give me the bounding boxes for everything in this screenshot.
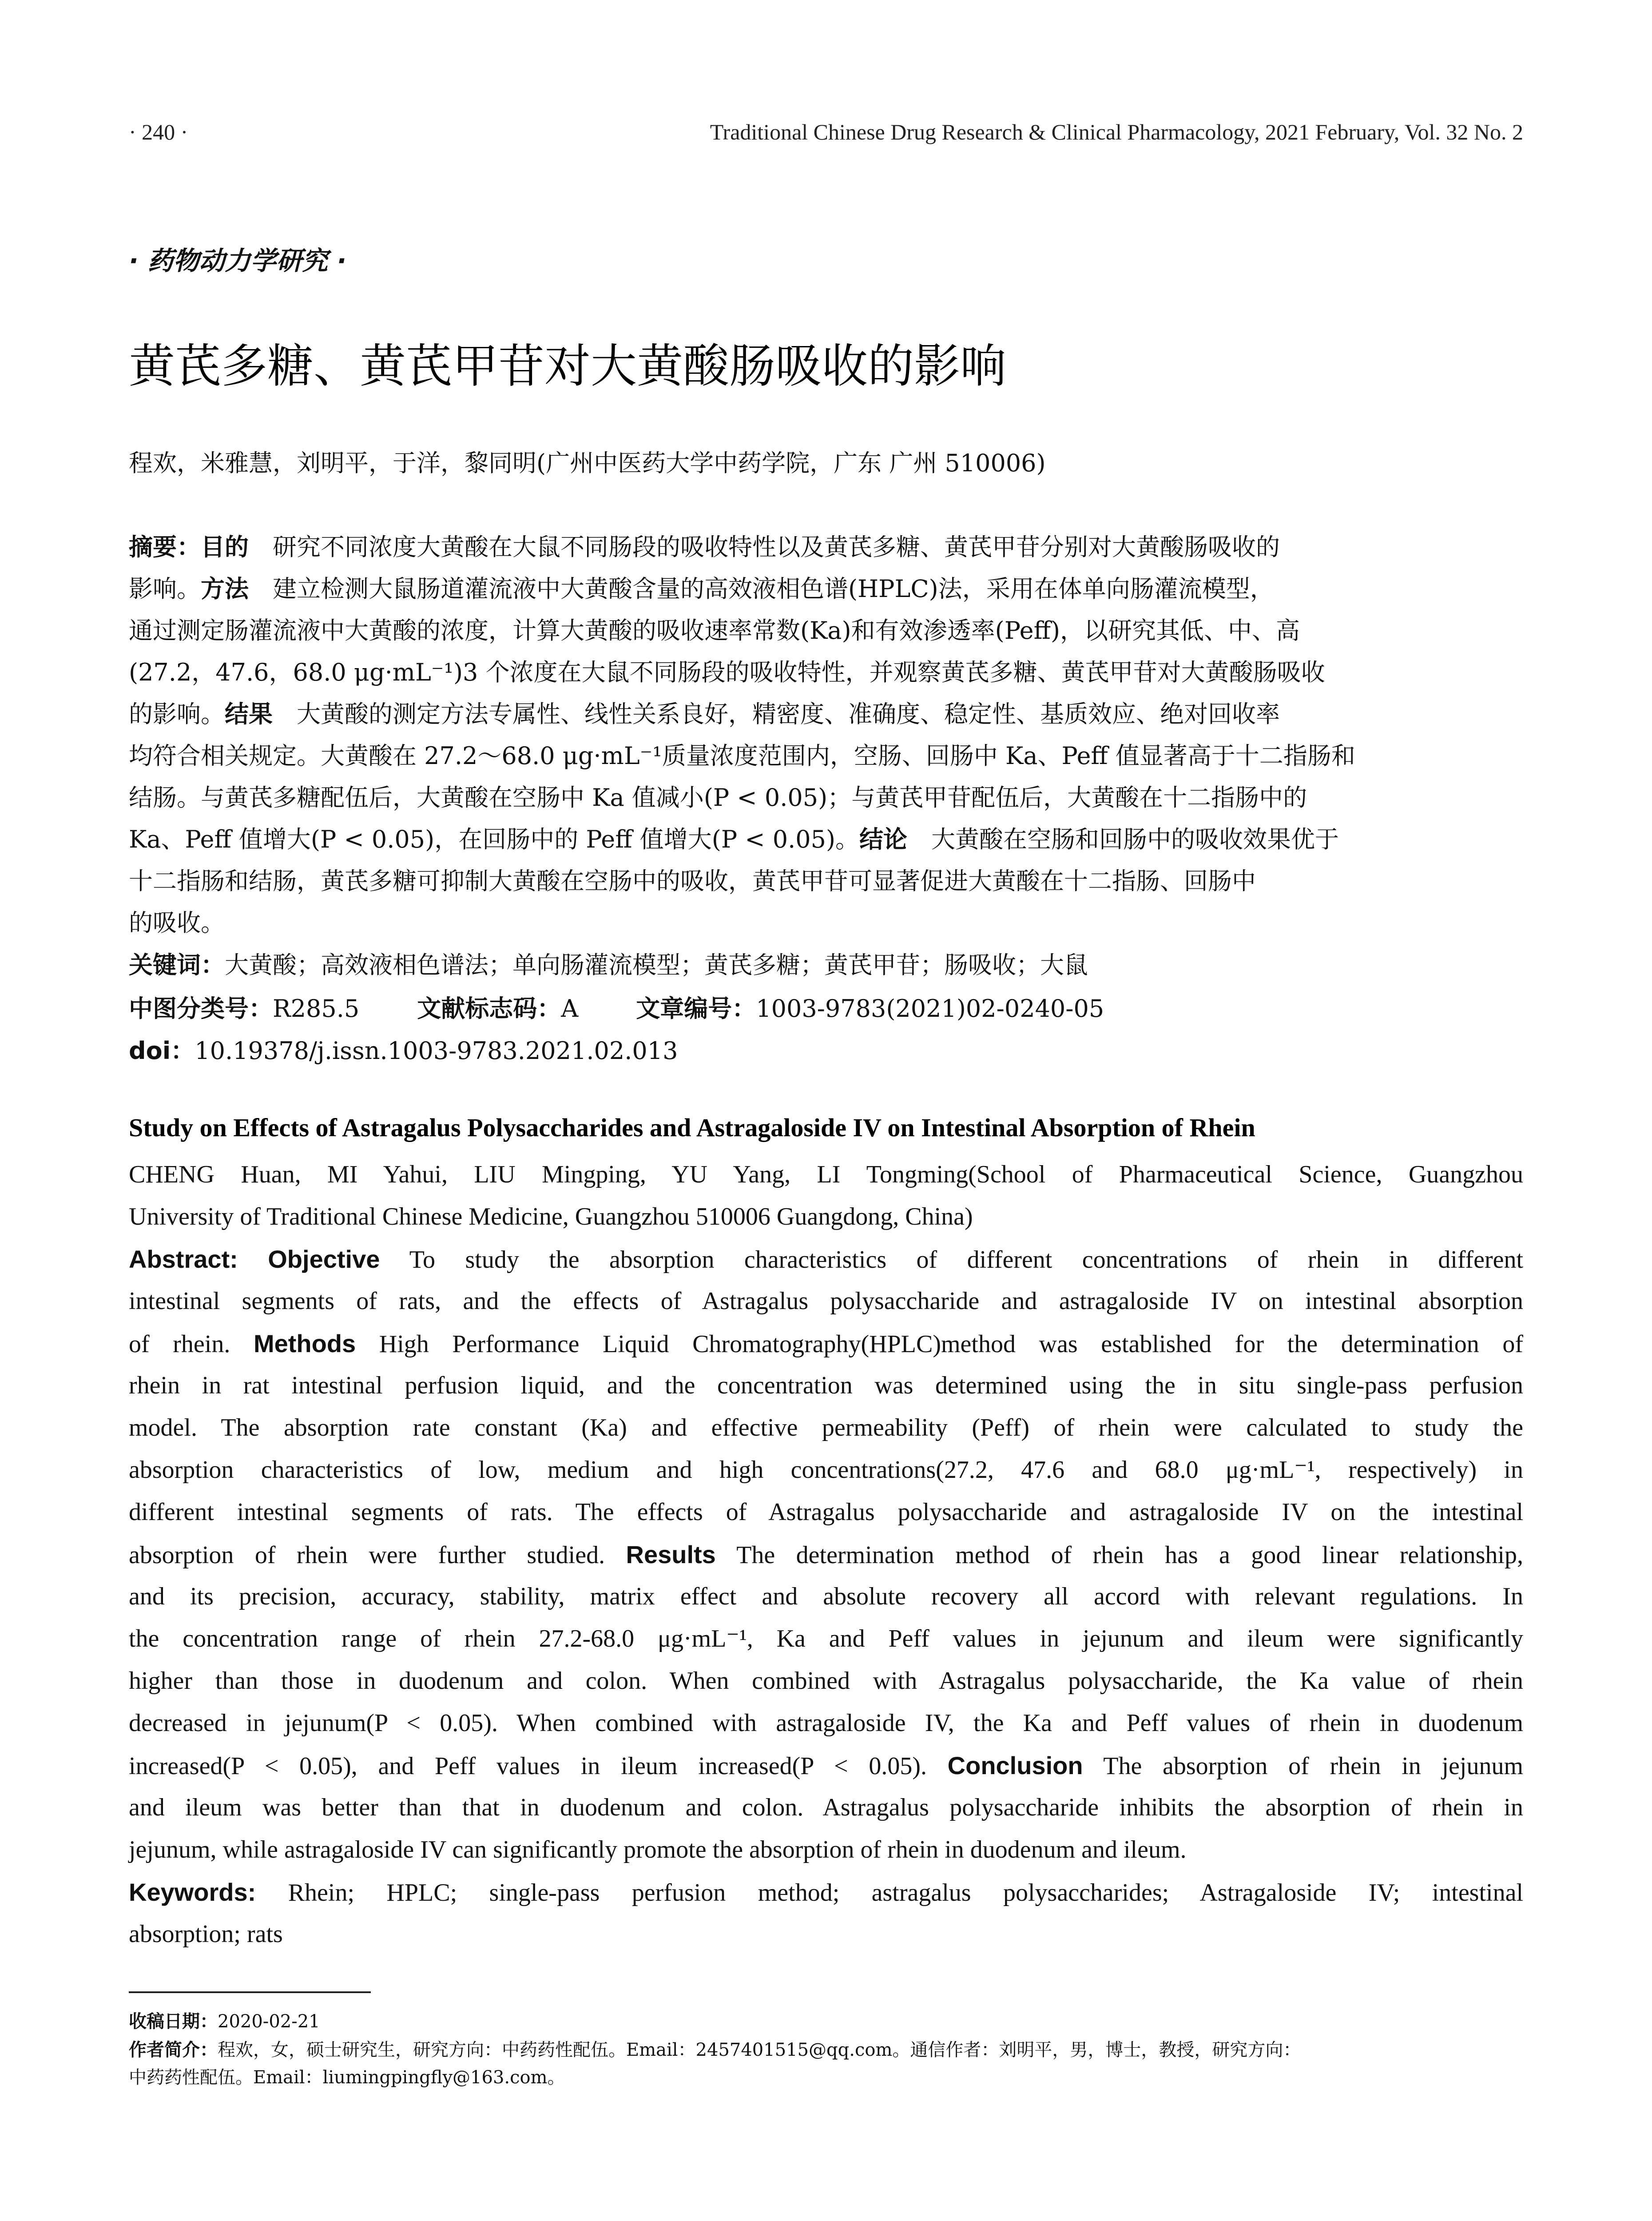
abstract-en-text: The determination method of rhein has a good linear relationship, — [715, 1541, 1523, 1569]
doc-code-value: A — [561, 995, 579, 1023]
abstract-en-line — [129, 1787, 1523, 1829]
abstract-en-text: the concentration range of rhein 27.2-68.0 μg·mL⁻¹, Ka and Peff values in jejunum and ileum were significantly — [129, 1625, 1523, 1652]
doc-code-label: 文献标志码： — [417, 995, 561, 1023]
abstract-en-text: model. The absorption rate constant (Ka) and effective permeability (Peff) of rhein were calculated to study the — [129, 1414, 1523, 1441]
abstract-cn-line — [129, 819, 1523, 860]
abstract-en-line — [129, 1576, 1523, 1618]
classification-line — [129, 990, 1523, 1024]
abstract-cn-text: Ka、Peff 值增大(P < 0.05)，在回肠中的 Peff 值增大(P < 0.05)。 — [129, 825, 860, 853]
keywords-en — [129, 1871, 1523, 1955]
abstract-en — [129, 1238, 1523, 1871]
abstract-cn-text: 十二指肠和结肠，黄芪多糖可抑制大黄酸在空肠中的吸收，黄芪甲苷可显著促进大黄酸在十二指肠、回肠中 — [129, 867, 1256, 895]
abstract-cn-line — [129, 860, 1523, 902]
abstract-cn — [129, 526, 1523, 944]
author-info-text: 程欢，女，硕士研究生，研究方向：中药药性配伍。Email：2457401515@qq.com。通信作者：刘明平，男，博士，教授，研究方向： — [218, 2040, 1301, 2060]
abstract-en-text: and its precision, accuracy, stability, matrix effect and absolute recovery all accord with relevant regulations. In — [129, 1583, 1523, 1610]
abstract-en-heading: Methods — [253, 1329, 356, 1357]
abstract-en-heading: Objective — [268, 1245, 380, 1273]
abstract-cn-text: 结肠。与黄芪多糖配伍后，大黄酸在空肠中 Ka 值减小(P < 0.05)；与黄芪甲苷配伍后，大黄酸在十二指肠中的 — [129, 784, 1307, 812]
received-date: 2020-02-21 — [218, 2011, 320, 2032]
abstract-en-line — [129, 1829, 1523, 1871]
abstract-cn-text: 大黄酸在空肠和回肠中的吸收效果优于 — [907, 825, 1339, 853]
abstract-cn-heading: 结论 — [859, 825, 908, 853]
abstract-cn-line — [129, 652, 1523, 693]
abstract-en-text: different intestinal segments of rats. The effects of Astragalus polysaccharide and astragaloside IV on the intestinal — [129, 1498, 1523, 1526]
footnote-divider — [129, 1991, 371, 1993]
keywords-cn — [129, 946, 1523, 980]
abstract-cn-heading: 方法 — [201, 575, 249, 603]
keywords-cn-value: 大黄酸；高效液相色谱法；单向肠灌流模型；黄芪多糖；黄芪甲苷；肠吸收；大鼠 — [225, 951, 1088, 979]
abstract-cn-text: 的吸收。 — [129, 909, 225, 937]
journal-citation: Traditional Chinese Drug Research & Clinical Pharmacology, 2021 February, Vol. 32 No. 2 — [710, 119, 1523, 144]
abstract-en-text: decreased in jejunum(P < 0.05). When combined with astragaloside IV, the Ka and Peff values of rhein in duodenum — [129, 1709, 1523, 1737]
abstract-cn-line — [129, 526, 1523, 568]
abstract-cn-line — [129, 693, 1523, 735]
abstract-en-text: higher than those in duodenum and colon. When combined with Astragalus polysaccharide, the Ka value of rhein — [129, 1667, 1523, 1695]
running-header — [129, 119, 1523, 145]
abstract-en-text: rhein in rat intestinal perfusion liquid, and the concentration was determined using the in situ single-pass perfusion — [129, 1372, 1523, 1399]
abstract-en-heading: Conclusion — [947, 1751, 1083, 1779]
abstract-cn-text: 通过测定肠灌流液中大黄酸的浓度，计算大黄酸的吸收速率常数(Ka)和有效渗透率(Peff)，以研究其低、中、高 — [129, 617, 1300, 645]
authors-en-line: CHENG Huan, MI Yahui, LIU Mingping, YU Yang, LI Tongming(School of Pharmaceutical Science, Guangzhou — [129, 1161, 1523, 1188]
abstract-en-line — [129, 1491, 1523, 1533]
abstract-en-text: High Performance Liquid Chromatography(HPLC)method was established for the determination of — [356, 1330, 1523, 1358]
received-label: 收稿日期： — [129, 2011, 218, 2032]
clc-label: 中图分类号： — [129, 995, 273, 1023]
abstract-cn-line — [129, 568, 1523, 610]
abstract-cn-line — [129, 610, 1523, 652]
abstract-cn-text: 影响。 — [129, 575, 201, 603]
abstract-en-line — [129, 1660, 1523, 1702]
keywords-en-value: Rhein; HPLC; single-pass perfusion method; astragalus polysaccharides; Astragaloside IV; intestinal — [288, 1879, 1523, 1907]
abstract-en-text: jejunum, while astragaloside IV can significantly promote the absorption of rhein in duodenum and ileum. — [129, 1836, 1187, 1863]
abstract-en-text: and ileum was better than that in duodenum and colon. Astragalus polysaccharide inhibits the absorption of rhein in — [129, 1794, 1523, 1821]
article-number-label: 文章编号： — [636, 995, 756, 1023]
abstract-cn-text: (27.2，47.6，68.0 μg·mL⁻¹)3 个浓度在大鼠不同肠段的吸收特性，并观察黄芪多糖、黄芪甲苷对大黄酸肠吸收 — [129, 658, 1325, 686]
abstract-en-line — [129, 1533, 1523, 1576]
abstract-cn-heading: 目的 — [201, 533, 249, 561]
abstract-en-heading: Abstract: — [129, 1245, 238, 1273]
keywords-cn-label: 关键词： — [129, 951, 225, 979]
article-number-value: 1003-9783(2021)02-0240-05 — [756, 995, 1104, 1023]
abstract-cn-line — [129, 735, 1523, 777]
abstract-cn-heading: 结果 — [225, 700, 273, 728]
abstract-cn-text: 均符合相关规定。大黄酸在 27.2～68.0 μg·mL⁻¹质量浓度范围内，空肠、回肠中 Ka、Peff 值显著高于十二指肠和 — [129, 742, 1355, 770]
abstract-cn-text: 建立检测大鼠肠道灌流液中大黄酸含量的高效液相色谱(HPLC)法，采用在体单向肠灌流模型， — [249, 575, 1274, 603]
footnote-author-info — [129, 2036, 1523, 2091]
abstract-en-text: absorption characteristics of low, medium and high concentrations(27.2, 47.6 and 68.0 μg·mL⁻¹, respectively) in — [129, 1456, 1523, 1484]
author-info-label: 作者简介： — [129, 2040, 218, 2060]
abstract-en-text: increased(P < 0.05), and Peff values in ileum increased(P < 0.05). — [129, 1752, 948, 1780]
abstract-cn-line — [129, 902, 1523, 944]
abstract-en-text: The absorption of rhein in jejunum — [1083, 1752, 1523, 1780]
abstract-en-line — [129, 1618, 1523, 1660]
abstract-en-line — [129, 1322, 1523, 1365]
abstract-en-text: absorption of rhein were further studied. — [129, 1541, 626, 1569]
abstract-cn-heading: 摘要： — [129, 533, 201, 561]
authors-en-line: University of Traditional Chinese Medicine, Guangzhou 510006 Guangdong, China) — [129, 1203, 973, 1230]
article-title-cn: 黄芪多糖、黄芪甲苷对大黄酸肠吸收的影响 — [129, 339, 1007, 393]
abstract-en-text: of rhein. — [129, 1330, 254, 1358]
section-tag: · 药物动力学研究 · — [129, 246, 347, 276]
abstract-en-text: To study the absorption characteristics of different concentrations of rhein in different — [380, 1246, 1524, 1274]
abstract-en-heading: Results — [626, 1540, 716, 1568]
page-number: · 240 · — [129, 119, 188, 144]
author-info-line — [129, 2036, 1523, 2064]
abstract-cn-line — [129, 777, 1523, 819]
abstract-en-text: intestinal segments of rats, and the effects of Astragalus polysaccharide and astragaloside IV on intestinal absorption — [129, 1287, 1523, 1315]
abstract-en-line — [129, 1744, 1523, 1787]
abstract-en-line — [129, 1365, 1523, 1407]
abstract-en-line — [129, 1280, 1523, 1322]
doi-label: doi： — [129, 1037, 195, 1065]
abstract-cn-text: 研究不同浓度大黄酸在大鼠不同肠段的吸收特性以及黄芪多糖、黄芪甲苷分别对大黄酸肠吸收的 — [249, 533, 1280, 561]
abstract-en-text — [238, 1246, 268, 1274]
keywords-en-line — [129, 1871, 1523, 1913]
authors-cn: 程欢，米雅慧，刘明平，于洋，黎同明(广州中医药大学中药学院，广东 广州 510006) — [129, 449, 1046, 477]
abstract-en-line — [129, 1238, 1523, 1280]
clc-value: R285.5 — [273, 995, 360, 1023]
footnote-received — [129, 2008, 1523, 2035]
keywords-en-label: Keywords: — [129, 1878, 256, 1906]
doi-value: 10.19378/j.issn.1003-9783.2021.02.013 — [195, 1037, 678, 1065]
authors-en — [129, 1154, 1523, 1238]
abstract-en-line — [129, 1407, 1523, 1449]
keywords-en-line: absorption; rats — [129, 1920, 283, 1948]
doi-line — [129, 1032, 1523, 1066]
abstract-cn-text: 大黄酸的测定方法专属性、线性关系良好，精密度、准确度、稳定性、基质效应、绝对回收率 — [273, 700, 1280, 728]
article-title-en: Study on Effects of Astragalus Polysaccharides and Astragaloside IV on Intestinal Absorption of Rhein — [129, 1113, 1255, 1142]
abstract-en-line — [129, 1449, 1523, 1491]
abstract-cn-text: 的影响。 — [129, 700, 225, 728]
author-info-line: 中药药性配伍。Email：liumingpingfly@163.com。 — [129, 2067, 565, 2088]
abstract-en-line — [129, 1702, 1523, 1744]
